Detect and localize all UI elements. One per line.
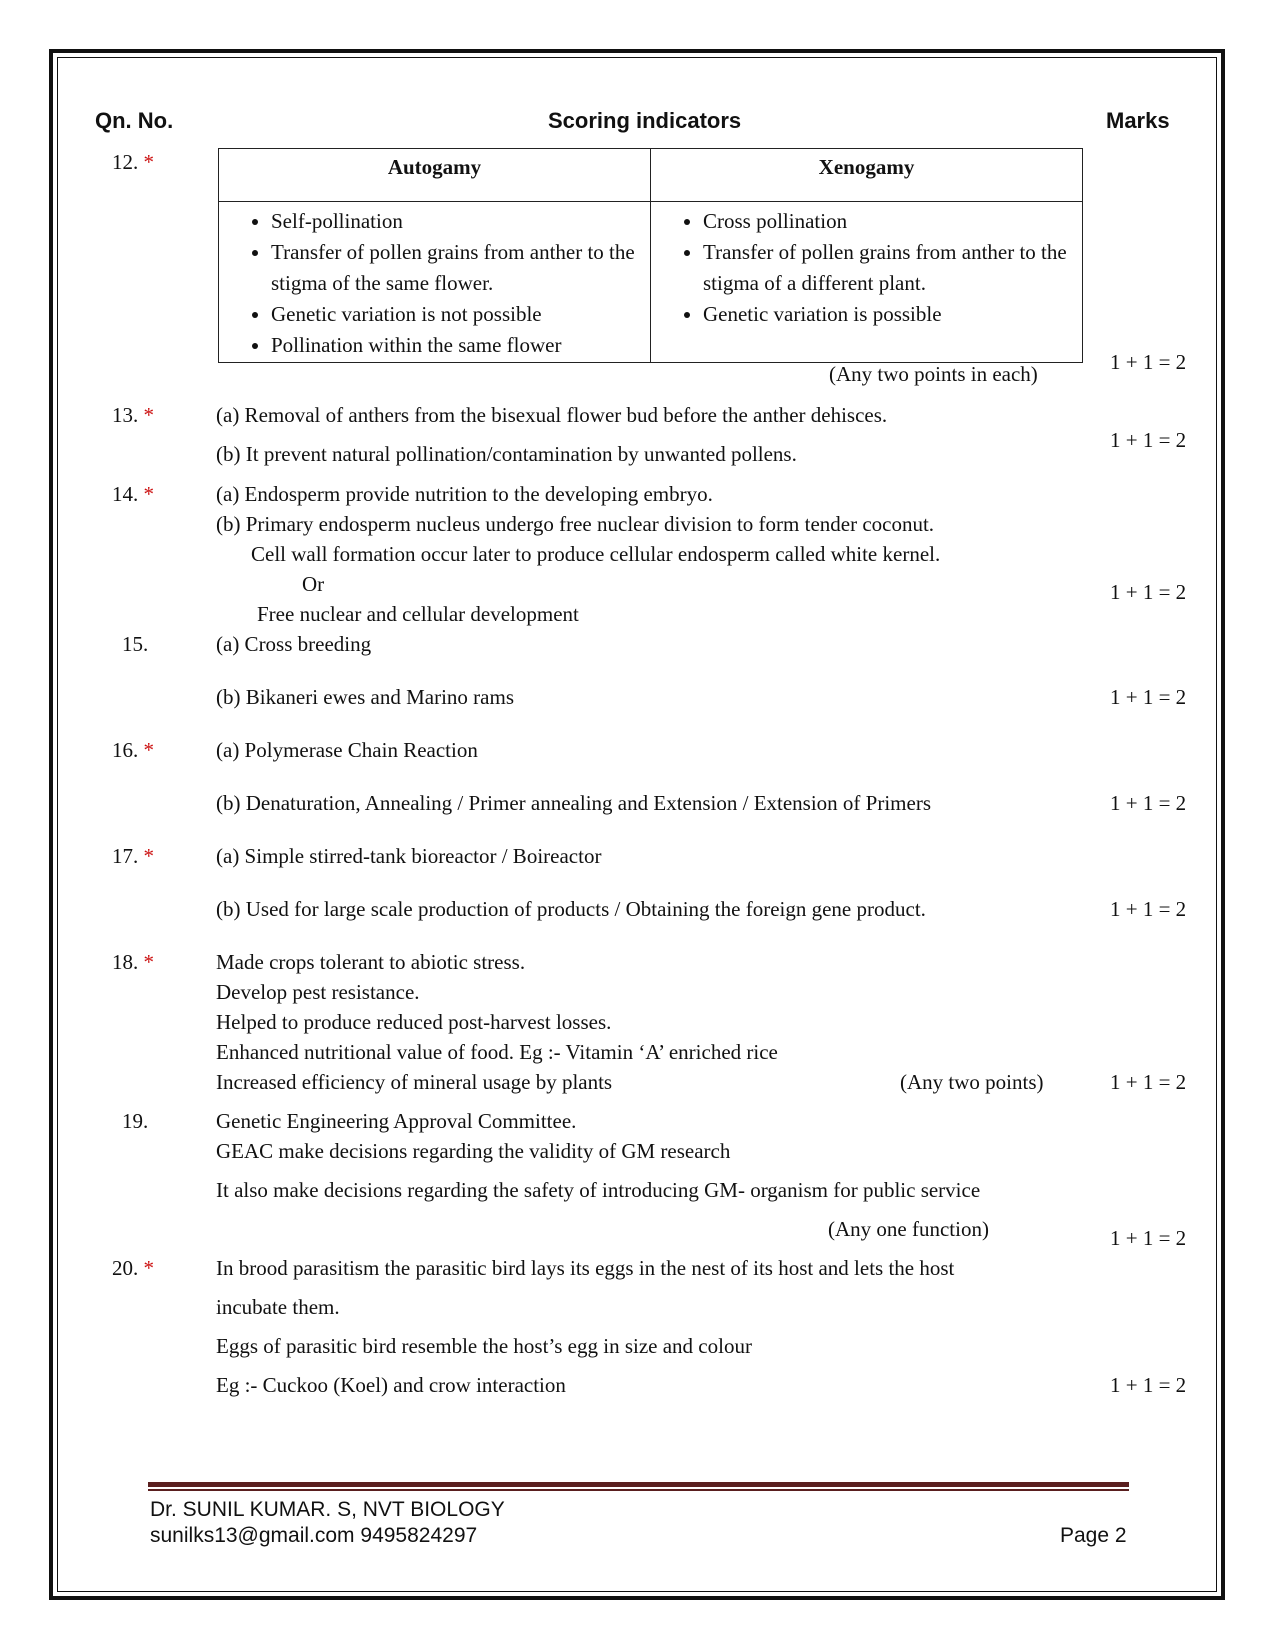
q15-line-b: (b) Bikaneri ewes and Marino rams [216, 685, 514, 709]
q18-marks: 1 + 1 = 2 [1110, 1070, 1187, 1094]
q19-line-1: Genetic Engineering Approval Committee. [216, 1109, 577, 1133]
q17-line-b: (b) Used for large scale production of products / Obtaining the foreign gene product. [216, 897, 926, 921]
q15-marks: 1 + 1 = 2 [1110, 685, 1187, 709]
q18-note: (Any two points) [900, 1070, 1044, 1094]
q14-line-3: Cell wall formation occur later to produce cellular endosperm called white kernel. [251, 542, 941, 566]
q17-line-a: (a) Simple stirred-tank bioreactor / Boireactor [216, 844, 602, 868]
list-item: • Genetic variation is not possible [271, 299, 650, 330]
qn-no-header: Qn. No. [95, 108, 174, 133]
q17-marks: 1 + 1 = 2 [1110, 897, 1187, 921]
star-mark: * [143, 1256, 154, 1280]
star-mark: * [143, 150, 154, 174]
q14-line-or: Or [302, 572, 325, 596]
list-item: • Transfer of pollen grains from anther to the stigma of the same flower. [271, 237, 650, 299]
q12-marks: 1 + 1 = 2 [1110, 350, 1187, 374]
question-number-12: 12. * [112, 150, 154, 174]
list-item: • Pollination within the same flower [271, 330, 650, 361]
q16-line-b: (b) Denaturation, Annealing / Primer annealing and Extension / Extension of Primers [216, 791, 932, 815]
q19-marks: 1 + 1 = 2 [1110, 1226, 1187, 1250]
question-number-13: 13. * [112, 403, 154, 427]
list-item: • Transfer of pollen grains from anther to the stigma of a different plant. [703, 237, 1082, 299]
q14-marks: 1 + 1 = 2 [1110, 580, 1187, 604]
autogamy-header: Autogamy [219, 149, 651, 202]
scoring-indicators-header: Scoring indicators [548, 108, 742, 133]
star-mark: * [143, 482, 154, 506]
q20-line-1: In brood parasitism the parasitic bird lays its eggs in the nest of its host and lets the host [216, 1256, 955, 1280]
autogamy-cell [219, 202, 651, 363]
q15-line-a: (a) Cross breeding [216, 632, 372, 656]
q14-line-2: (b) Primary endosperm nucleus undergo free nuclear division to form tender coconut. [216, 512, 935, 536]
xenogamy-cell [651, 202, 1083, 363]
q13-line-a: (a) Removal of anthers from the bisexual flower bud before the anther dehisces. [216, 403, 888, 427]
list-item: • Self-pollination [271, 206, 650, 237]
q19-line-3: It also make decisions regarding the safety of introducing GM- organism for public service [216, 1178, 981, 1202]
list-item: • Cross pollination [703, 206, 1082, 237]
star-mark: * [143, 844, 154, 868]
q12-note: (Any two points in each) [829, 362, 1038, 386]
footer-contact: sunilks13@gmail.com 9495824297 [150, 1524, 478, 1547]
q13-line-b: (b) It prevent natural pollination/contamination by unwanted pollens. [216, 442, 797, 466]
q18-line-2: Develop pest resistance. [216, 980, 420, 1004]
question-number-20: 20. * [112, 1256, 154, 1280]
q18-line-5: Increased efficiency of mineral usage by plants [216, 1070, 613, 1094]
footer-page-number: Page 2 [1060, 1524, 1127, 1547]
q20-line-2: incubate them. [216, 1295, 340, 1319]
q20-line-3: Eggs of parasitic bird resemble the host’s egg in size and colour [216, 1334, 752, 1358]
q14-line-5: Free nuclear and cellular development [257, 602, 579, 626]
q19-line-2: GEAC make decisions regarding the validity of GM research [216, 1139, 731, 1163]
list-item: • Genetic variation is possible [703, 299, 1082, 330]
q14-line-1: (a) Endosperm provide nutrition to the developing embryo. [216, 482, 713, 506]
q13-marks: 1 + 1 = 2 [1110, 428, 1187, 452]
question-number-18: 18. * [112, 950, 154, 974]
q18-line-3: Helped to produce reduced post-harvest losses. [216, 1010, 612, 1034]
xenogamy-header: Xenogamy [651, 149, 1083, 202]
star-mark: * [143, 738, 154, 762]
star-mark: * [143, 403, 154, 427]
q18-line-1: Made crops tolerant to abiotic stress. [216, 950, 526, 974]
q18-line-4: Enhanced nutritional value of food. Eg :- Vitamin ‘A’ enriched rice [216, 1040, 778, 1064]
marks-header: Marks [1106, 108, 1170, 133]
star-mark: * [143, 950, 154, 974]
q19-note: (Any one function) [828, 1217, 989, 1241]
footer-rule-thin [148, 1489, 1129, 1491]
autogamy-xenogamy-table [218, 148, 1083, 363]
question-number-17: 17. * [112, 844, 154, 868]
footer-rule [148, 1482, 1129, 1487]
question-number-16: 16. * [112, 738, 154, 762]
q20-line-4: Eg :- Cuckoo (Koel) and crow interaction [216, 1373, 566, 1397]
footer-author: Dr. SUNIL KUMAR. S, NVT BIOLOGY [150, 1498, 505, 1521]
q16-marks: 1 + 1 = 2 [1110, 791, 1187, 815]
question-number-19: 19. [122, 1109, 149, 1133]
question-number-15: 15. [122, 632, 149, 656]
question-number-14: 14. * [112, 482, 154, 506]
q20-marks: 1 + 1 = 2 [1110, 1373, 1187, 1397]
q16-line-a: (a) Polymerase Chain Reaction [216, 738, 478, 762]
